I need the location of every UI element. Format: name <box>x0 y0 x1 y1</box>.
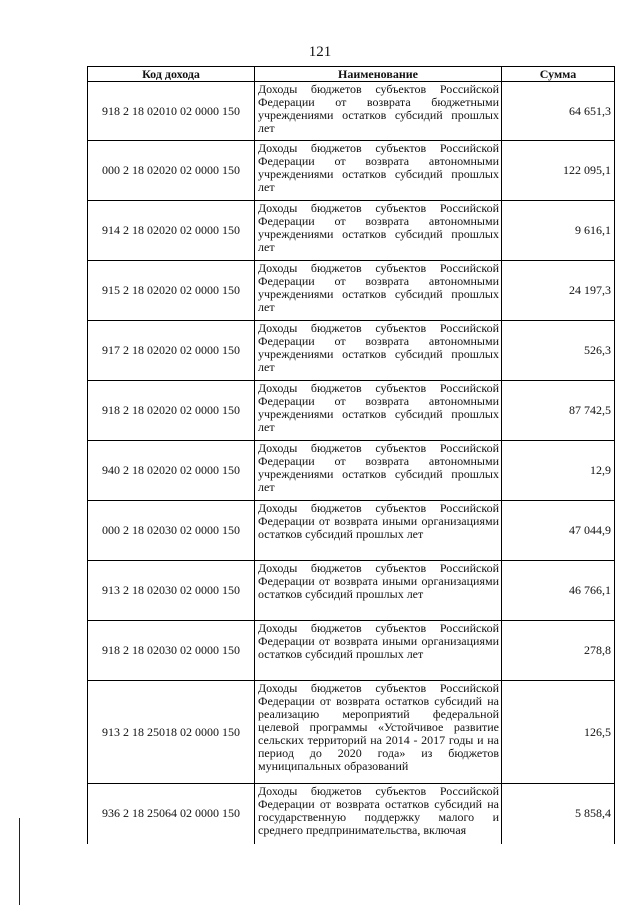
revenue-name: Доходы бюджетов субъектов Российской Федерации от возврата автономными учреждениями остатков субсидий прошлых лет <box>255 261 502 321</box>
table-row <box>88 201 615 261</box>
revenue-name: Доходы бюджетов субъектов Российской Федерации от возврата автономными учреждениями остатков субсидий прошлых лет <box>255 441 502 501</box>
revenue-sum: 24 197,3 <box>502 261 615 321</box>
revenue-code: 914 2 18 02020 02 0000 150 <box>88 201 255 261</box>
revenue-code: 918 2 18 02030 02 0000 150 <box>88 621 255 681</box>
header-code: Код дохода <box>88 67 255 82</box>
table-row <box>88 82 615 141</box>
table-row <box>88 784 615 844</box>
table-row <box>88 321 615 381</box>
revenue-name: Доходы бюджетов субъектов Российской Федерации от возврата остатков субсидий на реализацию мероприятий федеральной целевой программы «Устойчивое развитие сельских территорий на 2014 - 2017 годы и на период до 2020 года» из бюджетов муниципальных образований <box>255 681 502 784</box>
revenue-sum: 122 095,1 <box>502 141 615 201</box>
revenue-code: 918 2 18 02010 02 0000 150 <box>88 82 255 141</box>
revenue-sum: 46 766,1 <box>502 561 615 621</box>
revenue-code: 917 2 18 02020 02 0000 150 <box>88 321 255 381</box>
revenue-name: Доходы бюджетов субъектов Российской Федерации от возврата бюджетными учреждениями остатков субсидий прошлых лет <box>255 82 502 141</box>
revenue-sum: 47 044,9 <box>502 501 615 561</box>
revenue-sum: 12,9 <box>502 441 615 501</box>
table-header-row <box>88 67 615 82</box>
table-row <box>88 501 615 561</box>
revenue-name: Доходы бюджетов субъектов Российской Федерации от возврата автономными учреждениями остатков субсидий прошлых лет <box>255 201 502 261</box>
revenue-code: 913 2 18 02030 02 0000 150 <box>88 561 255 621</box>
revenue-table-container <box>87 66 614 844</box>
revenue-code: 000 2 18 02020 02 0000 150 <box>88 141 255 201</box>
revenue-name: Доходы бюджетов субъектов Российской Федерации от возврата остатков субсидий на государственную поддержку малого и среднего предпринимательства, включая <box>255 784 502 844</box>
revenue-code: 915 2 18 02020 02 0000 150 <box>88 261 255 321</box>
page-number: 121 <box>308 44 332 60</box>
header-name: Наименование <box>255 67 502 82</box>
table-row <box>88 261 615 321</box>
table-row <box>88 141 615 201</box>
revenue-table <box>87 66 615 844</box>
revenue-name: Доходы бюджетов субъектов Российской Федерации от возврата иными организациями остатков субсидий прошлых лет <box>255 501 502 561</box>
revenue-code: 913 2 18 25018 02 0000 150 <box>88 681 255 784</box>
table-row <box>88 621 615 681</box>
revenue-code: 000 2 18 02030 02 0000 150 <box>88 501 255 561</box>
revenue-sum: 278,8 <box>502 621 615 681</box>
revenue-code: 936 2 18 25064 02 0000 150 <box>88 784 255 844</box>
revenue-code: 918 2 18 02020 02 0000 150 <box>88 381 255 441</box>
scan-edge-line <box>19 818 20 905</box>
revenue-sum: 64 651,3 <box>502 82 615 141</box>
revenue-name: Доходы бюджетов субъектов Российской Федерации от возврата автономными учреждениями остатков субсидий прошлых лет <box>255 381 502 441</box>
revenue-sum: 5 858,4 <box>502 784 615 844</box>
revenue-name: Доходы бюджетов субъектов Российской Федерации от возврата иными организациями остатков субсидий прошлых лет <box>255 561 502 621</box>
table-row <box>88 561 615 621</box>
revenue-sum: 9 616,1 <box>502 201 615 261</box>
table-row <box>88 381 615 441</box>
table-row <box>88 441 615 501</box>
revenue-sum: 126,5 <box>502 681 615 784</box>
revenue-name: Доходы бюджетов субъектов Российской Федерации от возврата автономными учреждениями остатков субсидий прошлых лет <box>255 321 502 381</box>
revenue-sum: 526,3 <box>502 321 615 381</box>
revenue-sum: 87 742,5 <box>502 381 615 441</box>
revenue-name: Доходы бюджетов субъектов Российской Федерации от возврата автономными учреждениями остатков субсидий прошлых лет <box>255 141 502 201</box>
revenue-name: Доходы бюджетов субъектов Российской Федерации от возврата иными организациями остатков субсидий прошлых лет <box>255 621 502 681</box>
header-sum: Сумма <box>502 67 615 82</box>
revenue-code: 940 2 18 02020 02 0000 150 <box>88 441 255 501</box>
table-row <box>88 681 615 784</box>
